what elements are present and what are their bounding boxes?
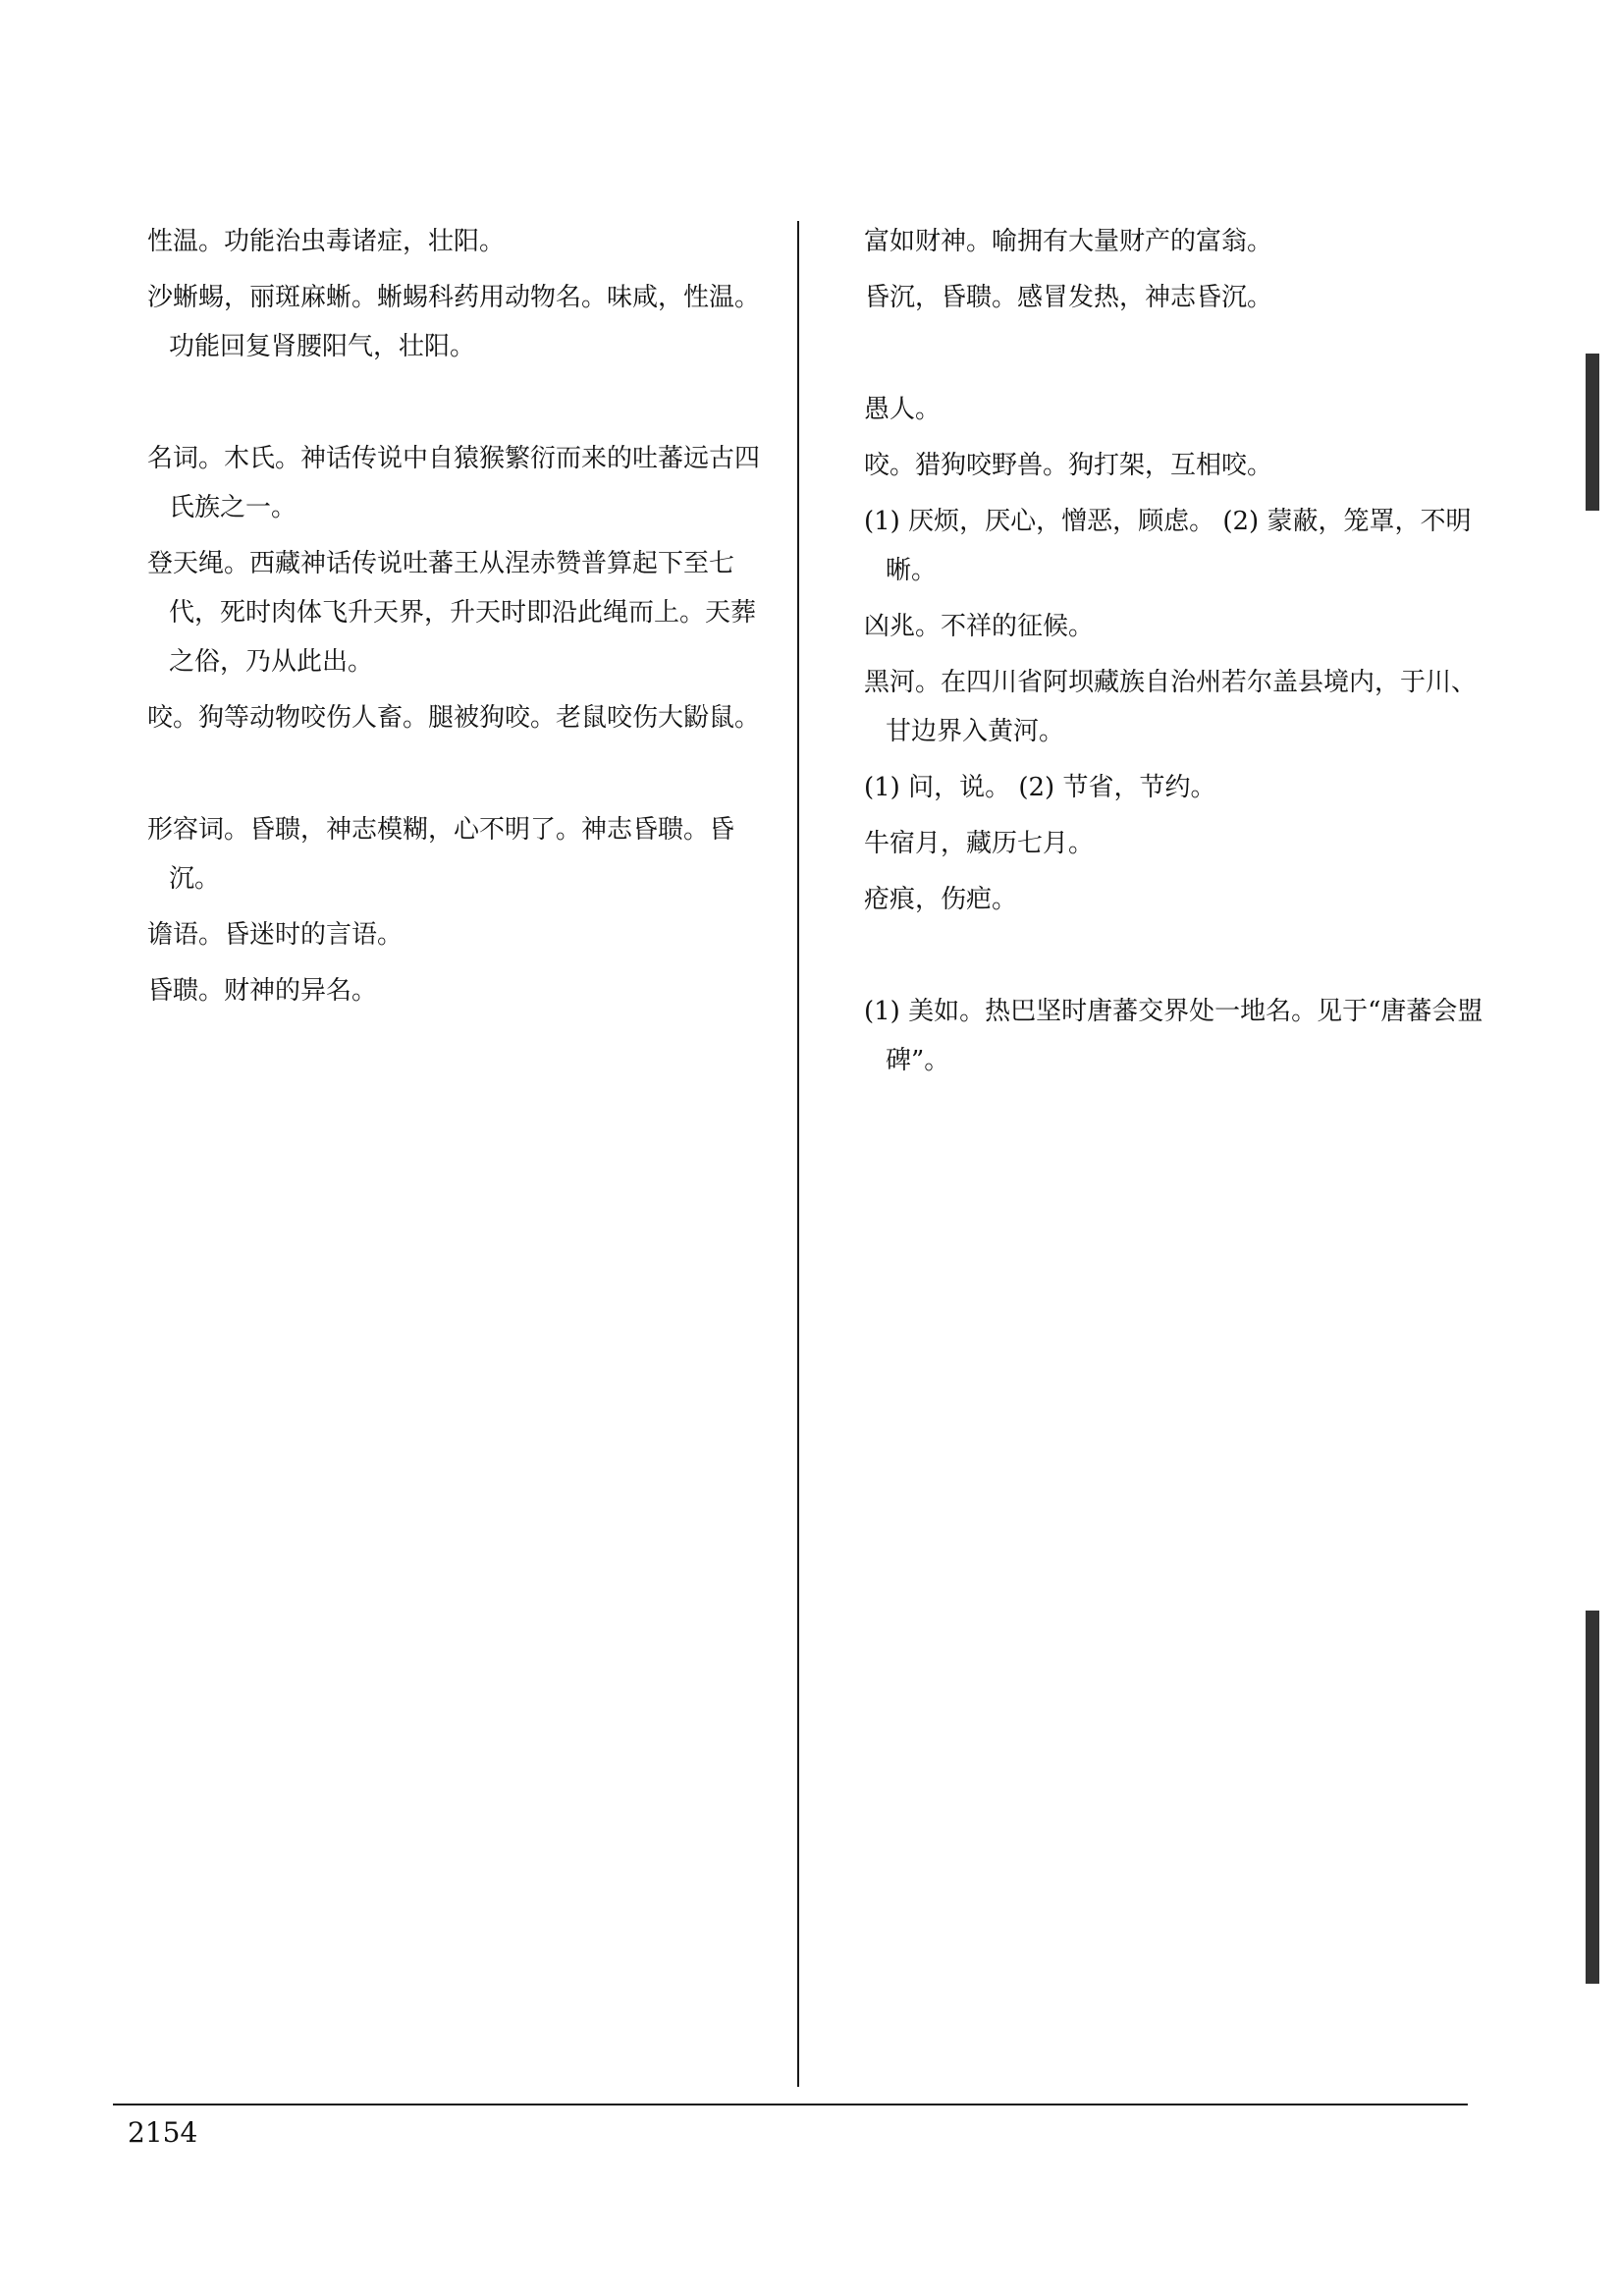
left-column xyxy=(128,216,776,1021)
dictionary-entry xyxy=(128,748,776,798)
entry-definition: 性温。功能治虫毒诸症，壮阳。 xyxy=(147,227,506,256)
dictionary-entry xyxy=(128,804,776,903)
entry-definition: 愚人。 xyxy=(864,395,942,424)
dictionary-entry xyxy=(844,874,1492,924)
dictionary-entry xyxy=(128,377,776,427)
entry-definition: 昏沉，昏聩。感冒发热，神志昏沉。 xyxy=(864,283,1273,312)
entry-definition: (1) 厌烦，厌心，憎恶，顾虑。 (2) 蒙蔽，笼罩，不明晰。 xyxy=(864,507,1472,585)
scan-edge-mark xyxy=(1586,354,1599,511)
entry-definition: (1) 美如。热巴坚时唐蕃交界处一地名。见于“唐蕃会盟碑”。 xyxy=(864,997,1483,1075)
entry-definition: 牛宿月，藏历七月。 xyxy=(864,829,1095,858)
dictionary-entry xyxy=(844,272,1492,322)
dictionary-entry xyxy=(844,328,1492,378)
page-number: 2154 xyxy=(128,2116,198,2149)
dictionary-entry xyxy=(128,909,776,959)
dictionary-entry xyxy=(844,818,1492,868)
entry-definition: 沙蜥蜴，丽斑麻蜥。蜥蜴科药用动物名。味咸，性温。功能回复肾腰阳气，壮阳。 xyxy=(147,283,761,361)
dictionary-entry xyxy=(128,692,776,742)
dictionary-entry xyxy=(844,601,1492,651)
entry-definition: 谵语。昏迷时的言语。 xyxy=(147,920,404,950)
dictionary-entry xyxy=(844,216,1492,266)
entry-definition: (1) 问，说。 (2) 节省，节约。 xyxy=(864,773,1216,802)
entry-definition: 昏聩。财神的异名。 xyxy=(147,976,378,1006)
dictionary-entry xyxy=(128,433,776,532)
entry-definition: 咬。猎狗咬野兽。狗打架，互相咬。 xyxy=(864,451,1273,480)
dictionary-entry xyxy=(844,657,1492,756)
entry-definition: 形容词。昏聩，神志模糊，心不明了。神志昏聩。昏沉。 xyxy=(147,815,735,894)
column-divider xyxy=(797,221,799,2087)
dictionary-entry xyxy=(128,538,776,686)
dictionary-entry xyxy=(844,440,1492,490)
entry-definition: 名词。木氏。神话传说中自猿猴繁衍而来的吐蕃远古四氏族之一。 xyxy=(147,444,761,522)
dictionary-entry xyxy=(844,762,1492,812)
dictionary-entry xyxy=(128,965,776,1015)
dictionary-entry xyxy=(844,384,1492,434)
dictionary-entry xyxy=(844,986,1492,1085)
entry-definition: 咬。狗等动物咬伤人畜。腿被狗咬。老鼠咬伤大鼢鼠。 xyxy=(147,703,761,733)
entry-definition: 疮痕，伤疤。 xyxy=(864,885,1018,914)
entry-definition: 登天绳。西藏神话传说吐蕃王从涅赤赞普算起下至七代，死时肉体飞升天界，升天时即沿此绳而上。天葬之俗，乃从此出。 xyxy=(147,549,757,677)
dictionary-entry xyxy=(128,216,776,266)
page-footer xyxy=(128,2113,237,2153)
dictionary-entry xyxy=(128,272,776,371)
entry-definition: 凶兆。不祥的征候。 xyxy=(864,612,1095,641)
dictionary-entry xyxy=(844,930,1492,980)
scan-edge-mark xyxy=(1586,1611,1599,1984)
footer-rule xyxy=(113,2104,1468,2105)
right-column xyxy=(844,216,1492,1091)
dictionary-entry xyxy=(844,496,1492,595)
entry-definition: 黑河。在四川省阿坝藏族自治州若尔盖县境内，于川、甘边界入黄河。 xyxy=(864,668,1478,746)
entry-definition: 富如财神。喻拥有大量财产的富翁。 xyxy=(864,227,1273,256)
